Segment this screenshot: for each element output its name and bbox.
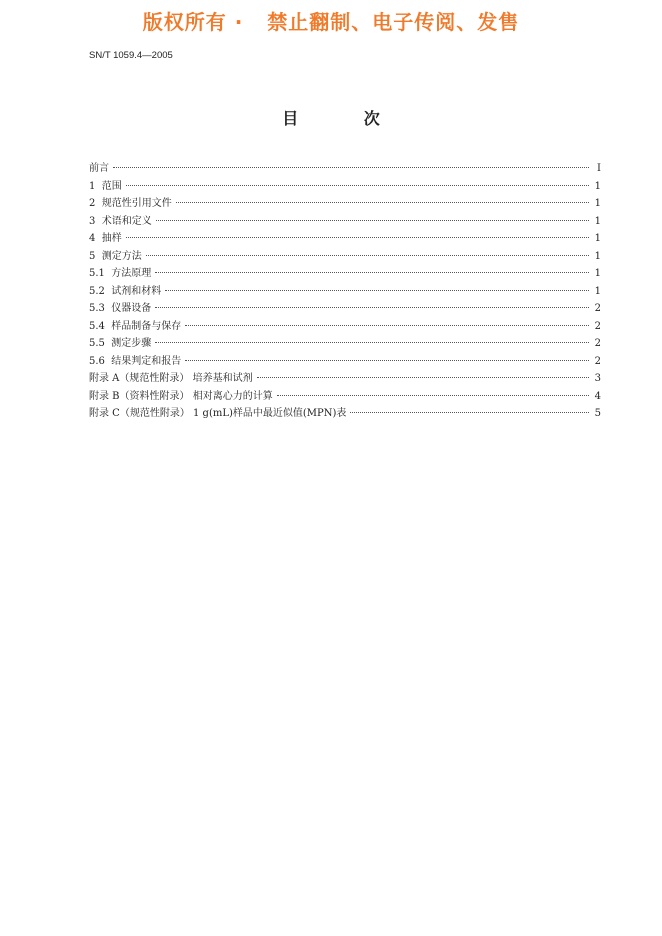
toc-entry-annex-c[interactable] [89,405,601,423]
toc-entry-label: 3 术语和定义 [89,215,152,227]
toc-entry-label: 附录 A（规范性附录） 培养基和试剂 [89,373,253,384]
toc-entry-page: 1 [594,250,601,262]
toc-entry-page: 1 [594,198,601,209]
toc-entry-label: 1 范围 [89,180,122,192]
toc-entry-terms-definitions[interactable] [89,213,601,231]
toc-entry-page: 1 [594,233,601,244]
copyright-watermark: 版权所有 · 禁止翻制、电子传阅、发售 [142,10,520,34]
toc-entry-sample-preparation[interactable] [89,318,601,336]
toc-entry-label: 5 测定方法 [89,250,142,262]
toc-entry-method-principle[interactable] [89,265,601,283]
toc-entry-normative-references[interactable] [89,195,601,213]
toc-entry-label: 前言 [89,163,109,174]
toc-entry-page: 1 [594,215,601,227]
toc-entry-page: 3 [594,373,601,384]
toc-entry-page: 1 [594,268,601,279]
dot-leader [113,167,589,168]
toc-entry-annex-a[interactable] [89,370,601,388]
dot-leader [165,290,589,291]
standard-code: SN/T 1059.4—2005 [89,50,173,61]
toc-title: 目 次 [282,109,410,128]
toc-entry-scope[interactable] [89,178,601,196]
toc-entry-results-report[interactable] [89,353,601,371]
toc-entry-label: 附录 C（规范性附录） 1 g(mL)样品中最近似值(MPN)表 [89,408,347,419]
toc-entry-procedure[interactable] [89,335,601,353]
toc-entry-sampling[interactable] [89,230,601,248]
dot-leader [126,237,589,238]
dot-leader [257,377,589,378]
toc-entry-page: 2 [594,355,601,367]
toc-entry-annex-b[interactable] [89,388,601,406]
dot-leader [155,272,589,273]
toc-entry-page: 2 [594,338,601,349]
toc-entry-label: 2 规范性引用文件 [89,198,172,209]
toc-entry-label: 5.6 结果判定和报告 [89,355,182,367]
toc-entry-label: 5.1 方法原理 [89,268,152,279]
toc-entry-page: 1 [594,180,601,192]
toc-entry-label: 5.3 仪器设备 [89,303,152,314]
toc-entry-test-method[interactable] [89,248,601,266]
dot-leader [126,185,589,186]
toc-entry-page: 2 [594,303,601,314]
dot-leader [185,360,589,361]
table-of-contents [89,160,601,423]
dot-leader [156,220,589,221]
dot-leader [155,342,589,343]
toc-entry-apparatus[interactable] [89,300,601,318]
toc-entry-label: 5.2 试剂和材料 [89,285,162,297]
toc-entry-label: 附录 B（资料性附录） 相对离心力的计算 [89,390,273,402]
dot-leader [277,395,589,396]
toc-entry-page: 2 [594,320,601,332]
toc-entry-page: 4 [594,390,601,402]
toc-entry-page: 5 [594,408,601,419]
dot-leader [155,307,589,308]
toc-entry-label: 5.4 样品制备与保存 [89,320,182,332]
toc-entry-reagents-materials[interactable] [89,283,601,301]
dot-leader [176,202,589,203]
dot-leader [146,255,589,256]
toc-entry-label: 5.5 测定步骤 [89,338,152,349]
toc-entry-label: 4 抽样 [89,233,122,244]
dot-leader [350,412,589,413]
toc-entry-page: I [597,163,601,174]
dot-leader [185,325,589,326]
toc-entry-preface[interactable] [89,160,601,178]
toc-entry-page: 1 [594,285,601,297]
